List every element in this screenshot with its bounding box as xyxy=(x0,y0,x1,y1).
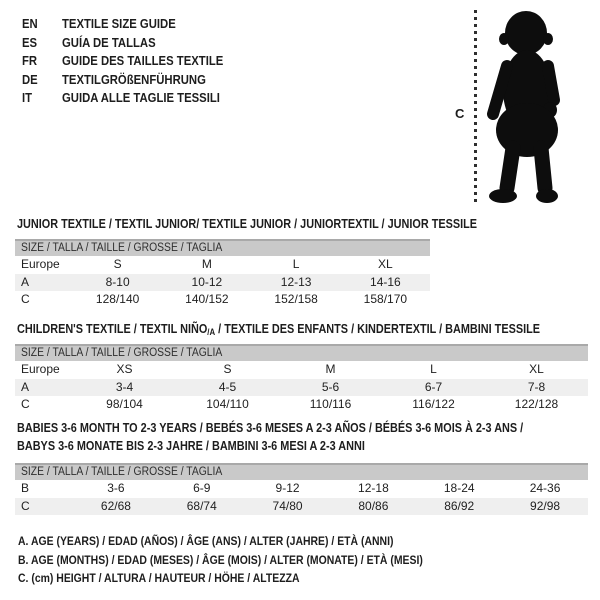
height-marker-label: C xyxy=(455,106,465,121)
size-cell: L xyxy=(430,362,437,376)
age-cell: 10-12 xyxy=(191,274,223,289)
height-cell: 98/104 xyxy=(106,397,143,411)
months-cell: 6-9 xyxy=(193,481,211,495)
legend-line-a: A. AGE (YEARS) / EDAD (AÑOS) / ÂGE (ANS) / ALTER (JAHRE) / ETÀ (ANNI) xyxy=(18,534,394,548)
age-cell: 8-10 xyxy=(105,274,130,289)
months-cell: 9-12 xyxy=(275,481,300,495)
height-cell: 92/98 xyxy=(530,498,561,513)
table-row-height xyxy=(15,291,430,309)
months-cell: 12-18 xyxy=(358,481,389,495)
height-cell: 140/152 xyxy=(185,292,229,306)
children-table-title: CHILDREN'S TEXTILE / TEXTIL NIÑO/A / TEXTILE DES ENFANTS / KINDERTEXTIL / BAMBINI TESSILE xyxy=(17,322,541,337)
height-cell: 128/140 xyxy=(95,292,140,306)
row-label: C xyxy=(21,397,30,411)
table-row-months xyxy=(15,480,588,498)
lang-label-de: TEXTILGRÖßENFÜHRUNG xyxy=(62,71,206,87)
height-cell: 68/74 xyxy=(186,498,217,513)
size-header-band: SIZE / TALLA / TAILLE / GRÖSSE / TAGLIA xyxy=(15,344,588,361)
size-cell: XL xyxy=(378,257,393,271)
lang-code-es: ES xyxy=(22,34,38,50)
height-cell: 74/80 xyxy=(272,498,303,513)
months-cell: 18-24 xyxy=(443,481,475,495)
size-cell: M xyxy=(325,362,336,376)
row-label: Europe xyxy=(21,362,60,376)
months-cell: 24-36 xyxy=(529,481,561,495)
lang-row-de xyxy=(22,71,247,90)
height-cell: 158/170 xyxy=(363,292,408,306)
age-cell: 3-4 xyxy=(115,379,134,394)
size-cell: S xyxy=(113,257,122,271)
row-label: C xyxy=(21,292,30,306)
table-row-europe xyxy=(15,256,430,274)
lang-code-en: EN xyxy=(22,16,38,31)
age-cell: 7-8 xyxy=(527,379,546,394)
size-cell: M xyxy=(201,257,212,271)
lang-row-en xyxy=(22,15,247,34)
row-label: C xyxy=(21,498,30,513)
language-guide xyxy=(22,15,247,108)
table-row-height xyxy=(15,498,588,516)
lang-row-fr xyxy=(22,52,247,71)
lang-label-it: GUIDA ALLE TAGLIE TESSILI xyxy=(62,90,220,105)
height-cell: 152/158 xyxy=(274,292,318,306)
age-cell: 4-5 xyxy=(218,379,237,394)
row-label: A xyxy=(21,274,30,289)
table-row-age xyxy=(15,379,588,397)
size-header-band: SIZE / TALLA / TAILLE / GRÖSSE / TAGLIA xyxy=(15,463,588,480)
size-header-band: SIZE / TALLA / TAILLE / GRÖSSE / TAGLIA xyxy=(15,239,430,256)
age-cell: 5-6 xyxy=(321,379,340,394)
toddler-silhouette-icon xyxy=(483,8,575,208)
table-row-height xyxy=(15,396,588,414)
size-cell: L xyxy=(292,257,300,271)
lang-code-de: DE xyxy=(22,71,38,87)
height-cell: 86/92 xyxy=(444,498,475,513)
height-dotted-line xyxy=(474,10,477,206)
height-cell: 116/122 xyxy=(412,397,455,411)
lang-label-fr: GUIDE DES TAILLES TEXTILE xyxy=(62,53,224,68)
size-cell: XL xyxy=(529,362,544,376)
months-cell: 3-6 xyxy=(107,481,125,495)
legend xyxy=(18,532,483,588)
height-cell: 80/86 xyxy=(358,498,389,513)
row-label: B xyxy=(21,481,30,495)
junior-size-table xyxy=(15,239,430,309)
junior-table-title: JUNIOR TEXTILE / TEXTIL JUNIOR/ TEXTILE JUNIOR / JUNIORTEXTIL / JUNIOR TESSILE xyxy=(17,217,478,231)
babies-table-title: BABIES 3-6 MONTH TO 2-3 YEARS / BEBÉS 3-6 MESES A 2-3 AÑOS / BÉBÉS 3-6 MOIS À 2-3 ANS / BABYS 3-6 MONATE BIS 2-3 JAHRE / BAMBINI 3-6 MESI A 2-3 ANNI xyxy=(17,421,524,453)
age-cell: 6-7 xyxy=(424,379,443,394)
row-label: Europe xyxy=(21,257,60,271)
table-row-europe xyxy=(15,361,588,379)
lang-row-it xyxy=(22,89,247,108)
height-cell: 62/68 xyxy=(100,498,131,513)
height-cell: 110/116 xyxy=(309,397,352,411)
legend-line-c: C. (cm) HEIGHT / ALTURA / HAUTEUR / HÖHE / ALTEZZA xyxy=(18,571,300,585)
height-cell: 104/110 xyxy=(206,397,249,411)
size-cell: S xyxy=(223,362,232,376)
age-cell: 14-16 xyxy=(370,274,401,289)
lang-code-fr: FR xyxy=(22,53,38,68)
legend-line-b: B. AGE (MONTHS) / EDAD (MESES) / ÂGE (MOIS) / ALTER (MONATE) / ETÀ (MESI) xyxy=(18,552,423,567)
babies-size-table xyxy=(15,463,588,515)
lang-label-es: GUÍA DE TALLAS xyxy=(62,34,156,50)
age-cell: 12-13 xyxy=(280,274,312,289)
lang-row-es xyxy=(22,34,247,53)
height-cell: 122/128 xyxy=(514,397,559,411)
row-label: A xyxy=(21,379,30,394)
lang-code-it: IT xyxy=(22,90,33,105)
children-size-table xyxy=(15,344,588,414)
table-row-age xyxy=(15,274,430,292)
size-cell: XS xyxy=(116,362,133,376)
lang-label-en: TEXTILE SIZE GUIDE xyxy=(62,16,176,31)
